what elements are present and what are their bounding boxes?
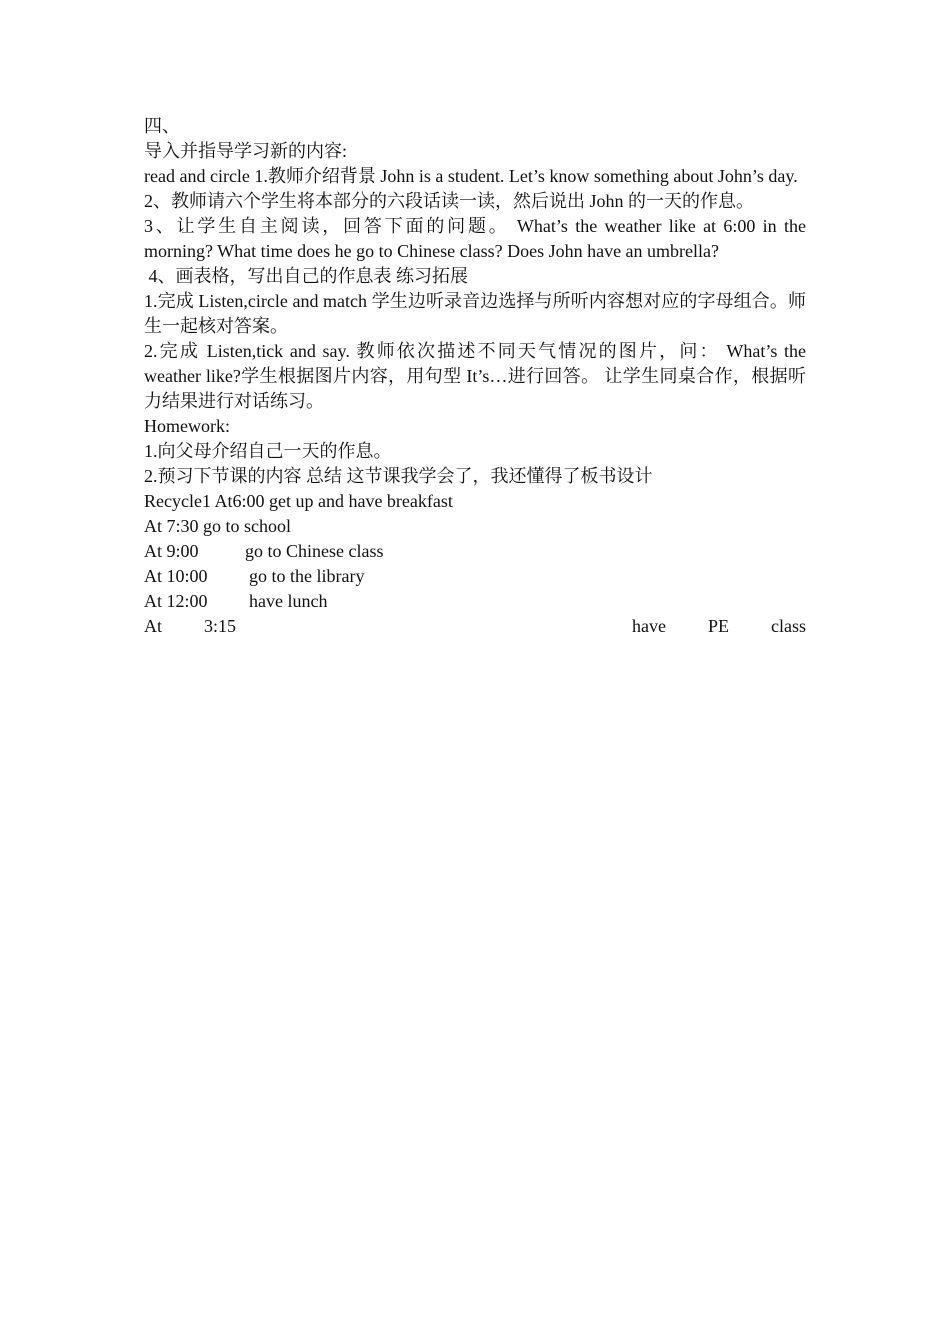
schedule-word: 3:15	[204, 616, 237, 636]
schedule-activity: go to the library	[249, 566, 365, 586]
schedule-time: At 12:00	[144, 591, 208, 611]
paragraph-listen-circle: 1.完成 Listen,circle and match 学生边听录音边选择与所听内容想对应的字母组合。师生一起核对答案。	[144, 291, 806, 336]
schedule-line-2: At 7:30 go to school	[144, 516, 291, 536]
homework-item-2: 2.预习下节课的内容 总结 这节课我学会了，我还懂得了板书设计	[144, 466, 653, 486]
paragraph-draw-table: 4、画表格，写出自己的作息表 练习拓展	[144, 266, 468, 286]
schedule-line-1: Recycle1 At6:00 get up and have breakfast	[144, 491, 453, 511]
schedule-time: At 10:00	[144, 566, 208, 586]
section-number: 四、	[144, 116, 180, 136]
paragraph-listen-tick: 2.完成 Listen,tick and say. 教师依次描述不同天气情况的图片，问： What’s the weather like?学生根据图片内容，用句型 It’s…进行回答。 让学生同桌合作，根据听力结果进行对话练习。	[144, 341, 806, 411]
schedule-activity: go to Chinese class	[245, 541, 384, 561]
paragraph-questions: 3、让学生自主阅读，回答下面的问题。 What’s the weather like at 6:00 in the morning? What time does he go to Chinese class? Does John have an umbrella?	[144, 216, 806, 261]
schedule-word: have	[632, 616, 666, 636]
schedule-time: At 9:00	[144, 541, 199, 561]
intro-heading: 导入并指导学习新的内容:	[144, 141, 347, 161]
schedule-line-6-right	[632, 614, 806, 639]
schedule-line-4	[144, 564, 806, 589]
schedule-word: class	[771, 616, 806, 636]
paragraph-read-aloud: 2、教师请六个学生将本部分的六段话读一读，然后说出 John 的一天的作息。	[144, 191, 755, 211]
document-body	[144, 114, 806, 639]
homework-item-1: 1.向父母介绍自己一天的作息。	[144, 441, 392, 461]
board-schedule	[144, 489, 806, 639]
schedule-word: At	[144, 616, 162, 636]
homework-label: Homework:	[144, 416, 230, 436]
schedule-word: PE	[707, 616, 729, 636]
paragraph-background: read and circle 1.教师介绍背景 John is a student. Let’s know something about John’s day.	[144, 166, 798, 186]
schedule-activity: have lunch	[249, 591, 328, 611]
schedule-line-6-left	[144, 614, 236, 639]
schedule-line-6	[144, 614, 806, 639]
schedule-line-3	[144, 539, 806, 564]
schedule-line-5	[144, 589, 806, 614]
